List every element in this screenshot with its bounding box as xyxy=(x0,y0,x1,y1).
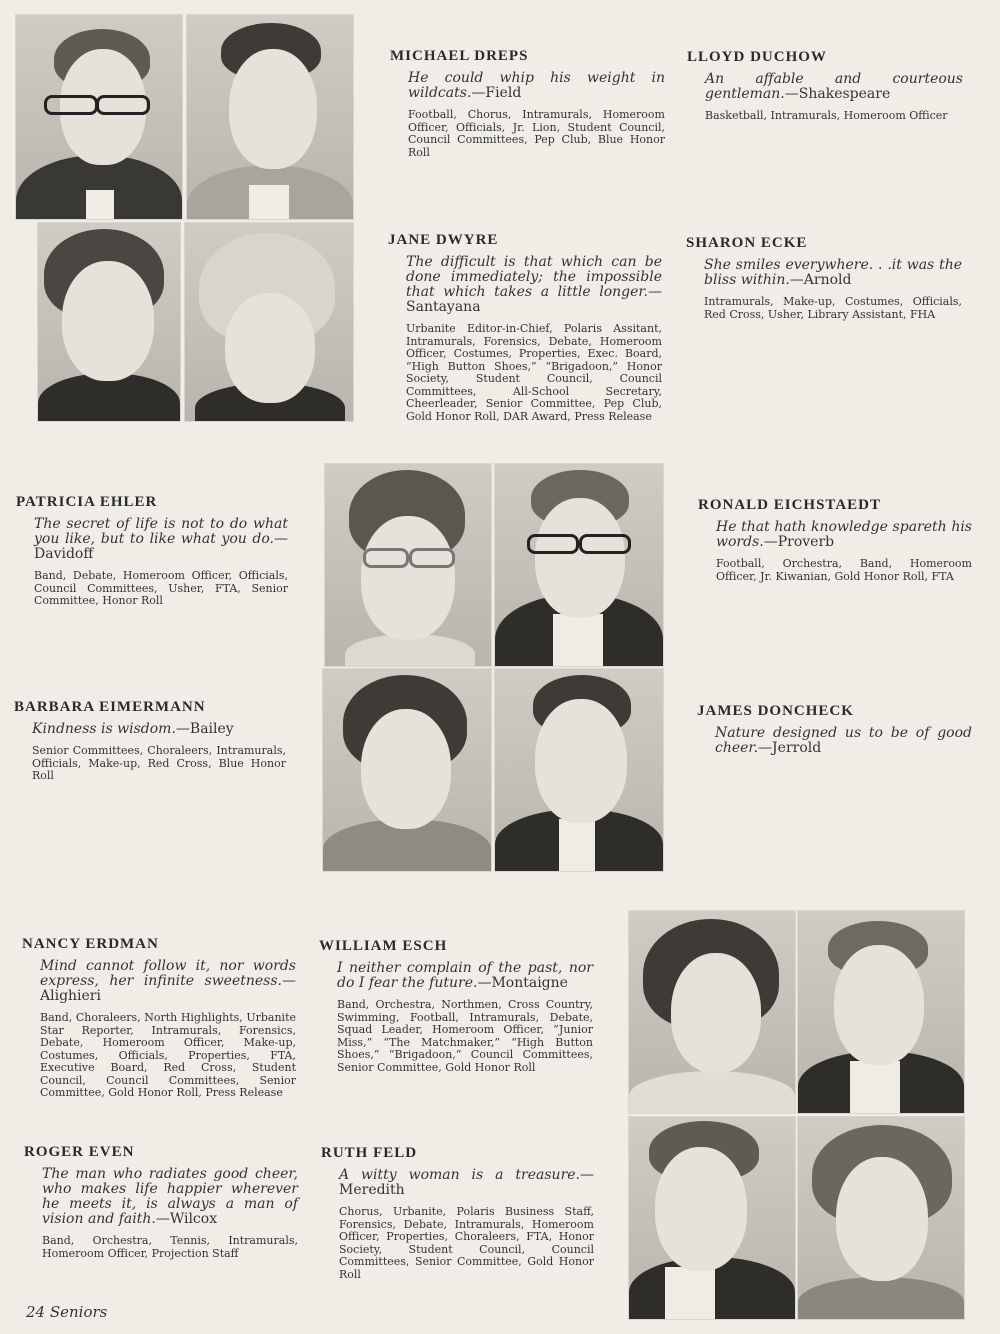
senior-quote: He that hath knowledge spareth his words.—Proverb xyxy=(716,519,972,550)
senior-name: WILLIAM ESCH xyxy=(319,938,448,954)
entry-michael-dreps xyxy=(390,48,665,159)
senior-activities: Football, Chorus, Intramurals, Homeroom Officer, Officials, Jr. Lion, Student Council, Council Committees, Pep Club, Blue Honor Roll xyxy=(408,108,665,159)
senior-quote: Nature designed us to be of good cheer.—Jerrold xyxy=(715,725,972,756)
senior-quote: Mind cannot follow it, nor words express, her infinite sweetness.—Alighieri xyxy=(40,958,296,1004)
senior-activities: Football, Orchestra, Band, Homeroom Officer, Jr. Kiwanian, Gold Honor Roll, FTA xyxy=(716,557,972,583)
portrait-william-esch xyxy=(797,910,965,1114)
senior-name: ROGER EVEN xyxy=(24,1144,135,1160)
senior-name: SHARON ECKE xyxy=(686,235,808,251)
senior-name: BARBARA EIMERMANN xyxy=(14,699,206,715)
portrait-sharon-ecke xyxy=(184,222,354,422)
senior-quote: She smiles everywhere. . .it was the bliss within.—Arnold xyxy=(704,257,962,288)
senior-activities: Chorus, Urbanite, Polaris Business Staff, Forensics, Debate, Intramurals, Homeroom Officer, Properties, Choraleers, FTA, Honor Society, Student Council, Council Committees, Senior Committee, Gold Honor Roll xyxy=(339,1205,594,1281)
portrait-patricia-ehler xyxy=(324,463,492,667)
entry-ronald-eichstaedt xyxy=(698,497,972,583)
senior-name: PATRICIA EHLER xyxy=(16,494,158,510)
portrait-ruth-feld xyxy=(797,1116,965,1320)
entry-nancy-erdman xyxy=(22,936,296,1100)
senior-quote: The man who radiates good cheer, who makes life happier wherever he meets it, is always a man of vision and faith.—Wilcox xyxy=(42,1166,298,1227)
portrait-lloyd-duchow xyxy=(186,14,354,220)
senior-quote: The difficult is that which can be done immediately; the impossible that which takes a little longer.—Santayana xyxy=(406,254,662,315)
senior-activities: Band, Choraleers, North Highlights, Urbanite Star Reporter, Intramurals, Forensics, Debate, Homeroom Officer, Make-up, Costumes, Officials, Properties, FTA, Executive Board, Red Cross, Student Council, Council Committees, Senior Committee, Gold Honor Roll, Press Release xyxy=(40,1011,296,1099)
portrait-michael-dreps xyxy=(15,14,183,220)
senior-quote: Kindness is wisdom.—Bailey xyxy=(32,721,234,737)
senior-quote: An affable and courteous gentleman.—Shakespeare xyxy=(705,71,963,102)
entry-lloyd-duchow xyxy=(687,49,963,123)
senior-quote: The secret of life is not to do what you like, but to like what you do.—Davidoff xyxy=(34,516,288,562)
senior-activities: Intramurals, Make-up, Costumes, Officials, Red Cross, Usher, Library Assistant, FHA xyxy=(704,295,962,321)
entry-roger-even xyxy=(24,1144,298,1260)
senior-activities: Band, Debate, Homeroom Officer, Officials, Council Committees, Usher, FTA, Senior Committee, Honor Roll xyxy=(34,569,288,607)
senior-name: NANCY ERDMAN xyxy=(22,936,159,952)
senior-name: JAMES DONCHECK xyxy=(697,703,854,719)
senior-quote: I neither complain of the past, nor do I fear the future.—Montaigne xyxy=(337,960,593,991)
senior-activities: Basketball, Intramurals, Homeroom Officer xyxy=(705,109,948,122)
senior-name: RUTH FELD xyxy=(321,1145,418,1161)
portrait-barbara-eimermann xyxy=(322,668,492,872)
page-footer: 24 Seniors xyxy=(26,1303,108,1321)
entry-sharon-ecke xyxy=(686,235,962,321)
entry-james-doncheck xyxy=(697,703,972,756)
entry-barbara-eimermann xyxy=(14,699,286,783)
senior-activities: Band, Orchestra, Tennis, Intramurals, Homeroom Officer, Projection Staff xyxy=(42,1234,298,1260)
portrait-roger-even xyxy=(628,1116,796,1320)
portrait-nancy-erdman xyxy=(628,910,796,1114)
senior-quote: He could whip his weight in wildcats.—Field xyxy=(408,70,665,101)
senior-name: MICHAEL DREPS xyxy=(390,48,529,64)
senior-name: RONALD EICHSTAEDT xyxy=(698,497,882,513)
senior-activities: Band, Orchestra, Northmen, Cross Country, Swimming, Football, Intramurals, Debate, Squad Leader, Homeroom Officer, “Junior Miss,” “The Matchmaker,” “High Button Shoes,” “Brigadoon,” Council Committees, Senior Committee, Gold Honor Roll xyxy=(337,998,593,1074)
senior-quote: A witty woman is a treasure.—Meredith xyxy=(339,1167,594,1198)
senior-name: JANE DWYRE xyxy=(388,232,499,248)
senior-activities: Urbanite Editor-in-Chief, Polaris Assitant, Intramurals, Forensics, Debate, Homeroom Officer, Costumes, Properties, Exec. Board, “High Button Shoes,” “Brigadoon,” Honor Society, Student Council, Council Committees, All-School Secretary, Cheerleader, Senior Committee, Pep Club, Gold Honor Roll, DAR Award, Press Release xyxy=(406,322,662,423)
portrait-james-doncheck xyxy=(494,668,664,872)
entry-ruth-feld xyxy=(321,1145,594,1281)
entry-jane-dwyre xyxy=(388,232,662,423)
portrait-jane-dwyre xyxy=(37,222,181,422)
senior-name: LLOYD DUCHOW xyxy=(687,49,827,65)
portrait-ronald-eichstaedt xyxy=(494,463,664,667)
entry-patricia-ehler xyxy=(16,494,288,608)
entry-william-esch xyxy=(319,938,593,1074)
senior-activities: Senior Committees, Choraleers, Intramurals, Officials, Make-up, Red Cross, Blue Honor Roll xyxy=(32,744,286,782)
